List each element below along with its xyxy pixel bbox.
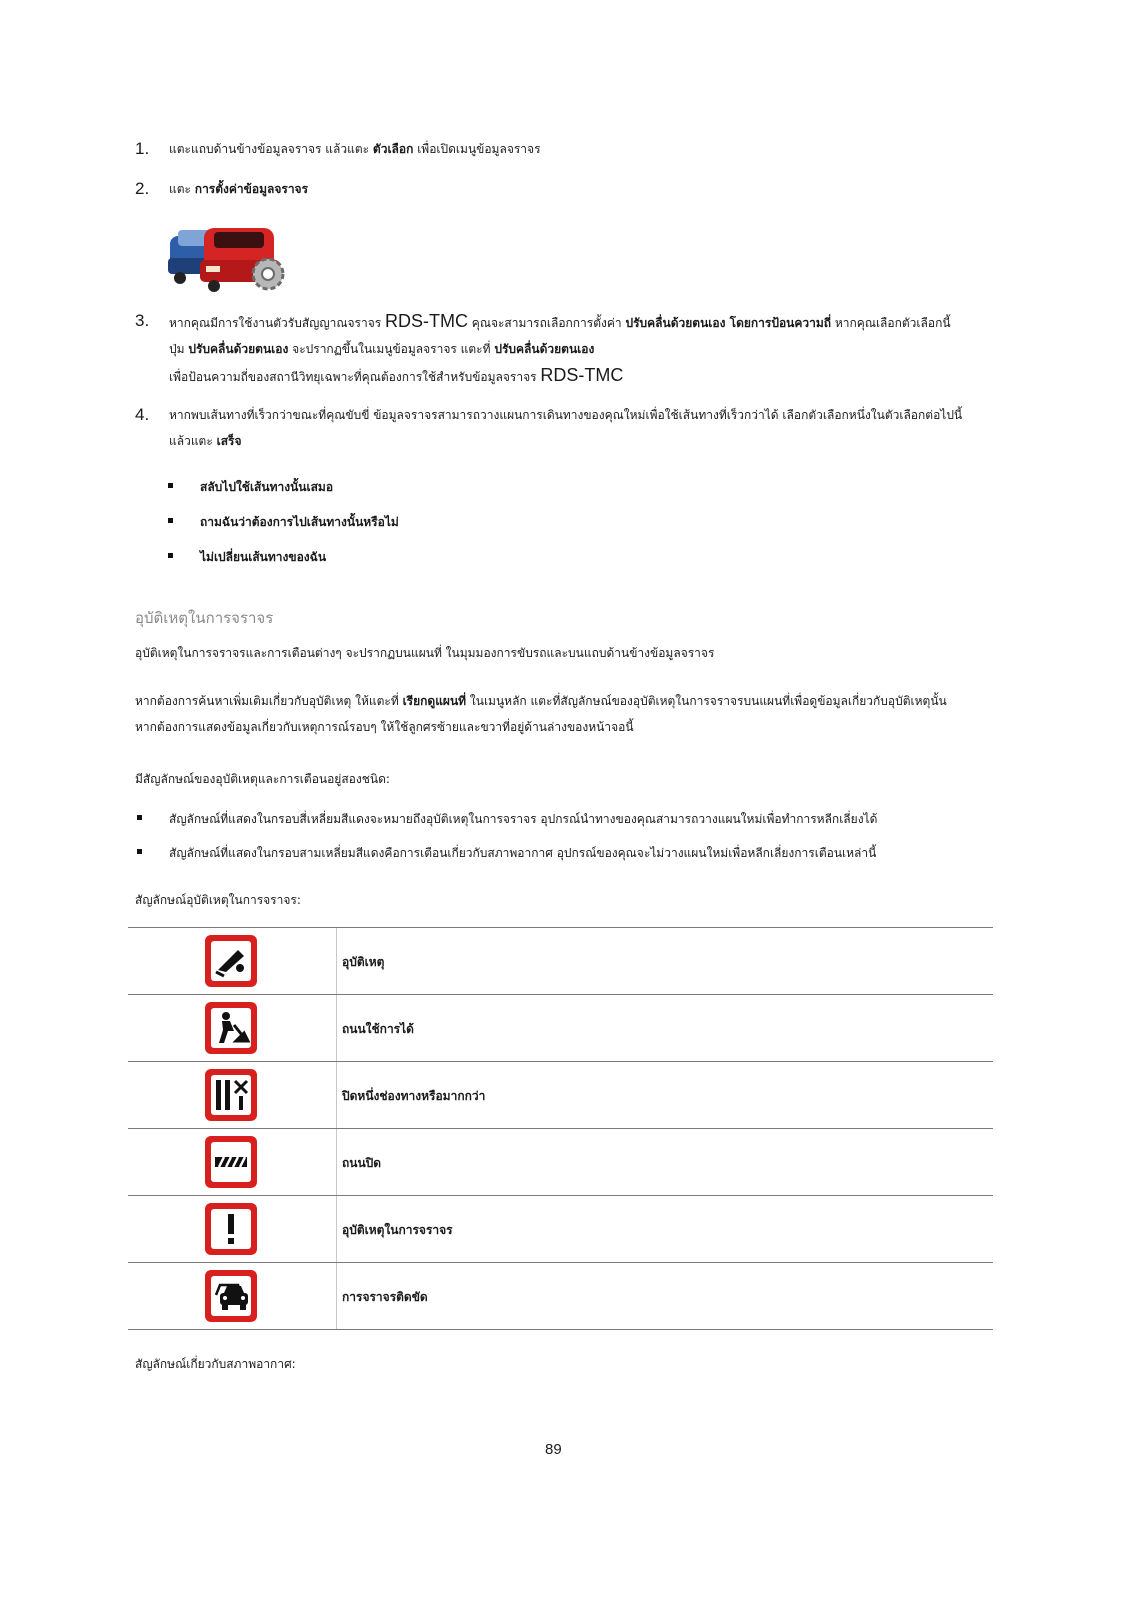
bullet-text: สัญลักษณ์ที่แสดงในกรอบสี่เหลี่ยมสีแดงจะหมายถึงอุบัติเหตุในการจราจร อุปกรณ์นำทางของคุณสามารถวางแผนใหม่เพื่อทำการหลีกเลี่ยงได้ [169, 812, 878, 826]
incident-label: อุบัติเหตุ [342, 955, 385, 969]
rds-tmc-text: RDS-TMC [540, 365, 624, 385]
type-bullet [135, 844, 995, 863]
step-text: เพื่อเปิดเมนูข้อมูลจราจร [413, 142, 541, 156]
paragraph-text: หากต้องการแสดงข้อมูลเกี่ยวกับเหตุการณ์รอบๆ ให้ใช้ลูกศรซ้ายและขวาที่อยู่ด้านล่างของหน้าจอนี้ [135, 720, 634, 734]
rds-tmc-text: RDS-TMC [384, 311, 468, 331]
step-text: แตะแถบด้านข้างข้อมูลจราจร แล้วแตะ [169, 142, 373, 156]
paragraph-text: ในเมนูหลัก แตะที่สัญลักษณ์ของอุบัติเหตุในการจราจรบนแผนที่เพื่อดูข้อมูลเกี่ยวกับอุบัติเหตุนั้น [466, 694, 947, 708]
step-bold-text: เสร็จ [216, 434, 242, 448]
exclamation-icon [204, 1202, 258, 1256]
paragraph-text: หากต้องการค้นหาเพิ่มเติมเกี่ยวกับอุบัติเหตุ ให้แตะที่ [135, 694, 403, 708]
option-label: ไม่เปลี่ยนเส้นทางของฉัน [200, 550, 327, 564]
step-text: หากพบเส้นทางที่เร็วกว่าขณะที่คุณขับขี่ ข้อมูลจราจรสามารถวางแผนการเดินทางของคุณใหม่เพื่อใช้เส้นทางที่เร็วกว่าได้ เลือกตัวเลือกหนึ่งในตัวเลือกต่อไปนี้ [169, 408, 963, 422]
step-2 [135, 176, 995, 202]
traffic-jam-icon [204, 1269, 258, 1323]
option-label: สลับไปใช้เส้นทางนั้นเสมอ [200, 480, 334, 494]
step-text: หากคุณเลือกตัวเลือกนี้ [831, 316, 951, 330]
paragraph: อุบัติเหตุในการจราจรและการเตือนต่างๆ จะปรากฏบนแผนที่ ในมุมมองการขับรถและบนแถบด้านข้างข้อมูลจราจร [135, 646, 715, 660]
incident-label: ปิดหนึ่งช่องทางหรือมากกว่า [342, 1089, 486, 1103]
column-divider [336, 1129, 337, 1195]
step-3 [135, 308, 995, 390]
incident-symbol-table [128, 927, 993, 1330]
roadworks-icon [204, 1001, 258, 1055]
incident-label: ถนนปิด [342, 1156, 382, 1170]
incident-label: อุบัติเหตุในการจราจร [342, 1223, 453, 1237]
lane-closed-icon [204, 1068, 258, 1122]
table-row [128, 1128, 993, 1195]
column-divider [336, 928, 337, 994]
step-1 [135, 136, 995, 162]
option-label: ถามฉันว่าต้องการไปเส้นทางนั้นหรือไม่ [200, 515, 399, 529]
paragraph-bold-text: เรียกดูแผนที่ [402, 694, 467, 708]
step-number: 4. [135, 405, 150, 424]
step-text: คุณจะสามารถเลือกการตั้งค่า [467, 316, 626, 330]
table-row [128, 927, 993, 994]
page-number: 89 [545, 1441, 562, 1458]
weather-caption: สัญลักษณ์เกี่ยวกับสภาพอากาศ: [135, 1357, 296, 1371]
incident-caption: สัญลักษณ์อุบัติเหตุในการจราจร: [135, 893, 301, 907]
step-4 [135, 402, 995, 454]
step-text: แล้วแตะ [169, 434, 217, 448]
step-bold-text: ปรับคลื่นด้วยตนเอง [188, 342, 289, 356]
table-row [128, 1195, 993, 1262]
table-row [128, 1262, 993, 1330]
road-closed-icon [204, 1135, 258, 1189]
step-bold-text: ตัวเลือก [372, 142, 414, 156]
step-bold-text: ปรับคลื่นด้วยตนเอง [494, 342, 595, 356]
column-divider [336, 1196, 337, 1262]
table-row [128, 994, 993, 1061]
bullet-marker [137, 815, 142, 820]
incident-label: ถนนใช้การได้ [342, 1022, 414, 1036]
paragraph: มีสัญลักษณ์ของอุบัติเหตุและการเตือนอยู่สองชนิด: [135, 772, 390, 786]
step-text: เพื่อป้อนความถี่ของสถานีวิทยุเฉพาะที่คุณต้องการใช้สำหรับข้อมูลจราจร [169, 370, 541, 384]
paragraph [135, 688, 995, 740]
column-divider [336, 1062, 337, 1128]
bullet-marker [168, 518, 173, 523]
option-item [168, 478, 333, 497]
column-divider [336, 995, 337, 1061]
step-number: 2. [135, 179, 150, 198]
bullet-marker [168, 483, 173, 488]
step-text: ปุ่ม [169, 342, 189, 356]
bullet-marker [137, 849, 142, 854]
traffic-settings-icon [166, 222, 290, 296]
step-bold-text: การตั้งค่าข้อมูลจราจร [194, 182, 309, 196]
column-divider [336, 1263, 337, 1329]
accident-icon [204, 934, 258, 988]
option-item [168, 548, 326, 567]
section-heading: อุบัติเหตุในการจราจร [135, 609, 274, 627]
step-text: หากคุณมีการใช้งานตัวรับสัญญาณจราจร [169, 316, 385, 330]
table-row [128, 1061, 993, 1128]
step-number: 1. [135, 139, 150, 158]
type-bullet [135, 810, 995, 829]
step-text: จะปรากฏขึ้นในเมนูข้อมูลจราจร แตะที่ [288, 342, 495, 356]
step-number: 3. [135, 311, 150, 330]
step-bold-text: ปรับคลื่นด้วยตนเอง โดยการป้อนความถี่ [625, 316, 832, 330]
incident-label: การจราจรติดขัด [342, 1290, 428, 1304]
bullet-marker [168, 553, 173, 558]
step-text: แตะ [169, 182, 195, 196]
option-item [168, 513, 399, 532]
bullet-text: สัญลักษณ์ที่แสดงในกรอบสามเหลี่ยมสีแดงคือการเตือนเกี่ยวกับสภาพอากาศ อุปกรณ์ของคุณจะไม่วางแผนใหม่เพื่อหลีกเลี่ยงการเตือนเหล่านี้ [169, 846, 877, 860]
